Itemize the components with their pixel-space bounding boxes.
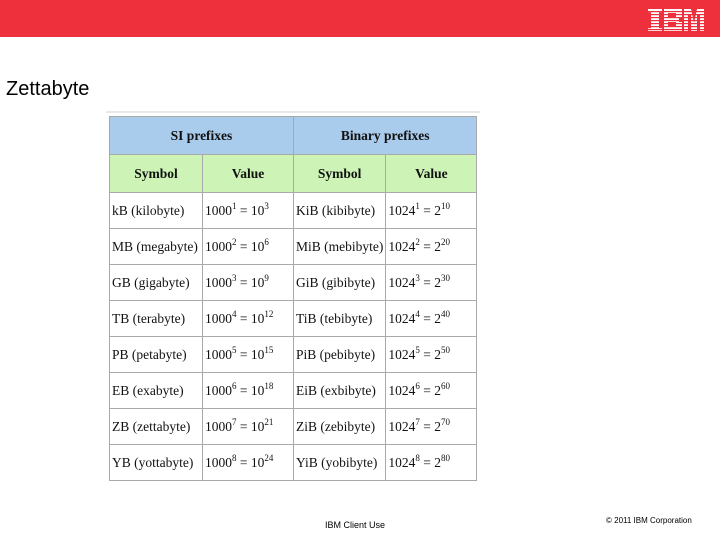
binary-exponent: 7 [415,416,420,427]
binary-power: 30 [441,272,450,283]
binary-symbol-text: KiB (kibibyte) [296,202,376,218]
binary-equals: = 2 [419,418,441,434]
binary-exponent: 5 [415,344,420,355]
si-equals: = 10 [236,310,265,326]
binary-symbol-header: Symbol [294,155,386,193]
si-base: 1000 [205,274,232,290]
si-equals: = 10 [236,202,265,218]
si-value-cell [203,229,294,265]
si-symbol-header: Symbol [110,155,203,193]
binary-symbol-text: MiB (mebibyte) [296,238,384,254]
binary-value-cell [386,229,477,265]
binary-equals: = 2 [419,454,441,470]
si-symbol-cell [110,265,203,301]
table-row [110,193,477,229]
si-equals: = 10 [236,418,265,434]
table-row [110,409,477,445]
binary-base: 1024 [388,346,416,362]
binary-value-cell [386,409,477,445]
si-equals: = 10 [236,274,265,290]
binary-symbol-cell [294,409,386,445]
si-exponent: 4 [232,308,237,319]
si-symbol-cell [110,229,203,265]
si-power: 21 [264,416,274,427]
si-power: 15 [264,344,274,355]
binary-power: 60 [441,380,450,391]
binary-exponent: 8 [415,452,420,463]
binary-value-cell [386,265,477,301]
si-symbol-cell [110,409,203,445]
si-equals: = 10 [236,238,265,254]
prefix-table-image [106,111,480,484]
binary-base: 1024 [388,274,416,290]
si-value-cell [203,409,294,445]
si-exponent: 7 [232,416,237,427]
table-row [110,445,477,481]
binary-exponent: 3 [415,272,420,283]
footer-copyright: © 2011 IBM Corporation [606,516,692,525]
binary-symbol-cell [294,193,386,229]
table-row [110,265,477,301]
binary-base: 1024 [388,202,416,218]
si-base: 1000 [205,202,232,218]
si-symbol-cell [110,193,203,229]
si-equals: = 10 [236,454,265,470]
si-symbol-cell [110,445,203,481]
si-symbol-text: TB (terabyte) [112,310,186,326]
si-exponent: 3 [232,272,237,283]
si-prefixes-header: SI prefixes [110,117,294,155]
binary-base: 1024 [388,382,416,398]
binary-exponent: 4 [415,308,420,319]
binary-symbol-text: YiB (yobibyte) [296,454,378,470]
binary-base: 1024 [388,310,416,326]
si-symbol-text: GB (gigabyte) [112,274,190,290]
binary-value-cell [386,193,477,229]
binary-symbol-cell [294,229,386,265]
si-power: 9 [264,272,269,283]
binary-power: 40 [441,308,450,319]
binary-equals: = 2 [419,382,441,398]
table-row [110,301,477,337]
binary-base: 1024 [388,238,416,254]
page-title: Zettabyte [6,78,90,100]
si-equals: = 10 [236,382,265,398]
footer-classification: IBM Client Use [325,520,386,530]
binary-symbol-cell [294,445,386,481]
binary-equals: = 2 [419,274,441,290]
si-symbol-cell [110,301,203,337]
si-base: 1000 [205,382,232,398]
si-value-cell [203,265,294,301]
binary-value-cell [386,445,477,481]
table-row [110,373,477,409]
binary-equals: = 2 [419,310,441,326]
si-value-cell [203,301,294,337]
si-power: 12 [264,308,274,319]
binary-equals: = 2 [419,346,441,362]
column-header-row [110,155,477,193]
si-base: 1000 [205,310,232,326]
table-row [110,229,477,265]
si-base: 1000 [205,238,232,254]
si-symbol-cell [110,373,203,409]
group-header-row [110,117,477,155]
si-base: 1000 [205,418,232,434]
si-base: 1000 [205,454,232,470]
binary-base: 1024 [388,418,416,434]
binary-value-header: Value [386,155,477,193]
binary-base: 1024 [388,454,416,470]
si-exponent: 5 [232,344,237,355]
table-row [110,337,477,373]
si-value-cell [203,193,294,229]
si-exponent: 2 [232,236,237,247]
prefix-table [109,116,477,481]
binary-symbol-cell [294,301,386,337]
binary-power: 80 [441,452,450,463]
si-equals: = 10 [236,346,265,362]
binary-power: 10 [441,200,450,211]
si-exponent: 1 [232,200,237,211]
si-power: 18 [264,380,274,391]
binary-exponent: 6 [415,380,420,391]
binary-exponent: 2 [415,236,420,247]
si-symbol-text: kB (kilobyte) [112,202,185,218]
binary-value-cell [386,337,477,373]
binary-symbol-text: ZiB (zebibyte) [296,418,376,434]
si-value-cell [203,445,294,481]
si-symbol-cell [110,337,203,373]
si-symbol-text: ZB (zettabyte) [112,418,191,434]
binary-prefixes-header: Binary prefixes [294,117,477,155]
binary-value-cell [386,301,477,337]
si-value-header: Value [203,155,294,193]
binary-equals: = 2 [419,202,441,218]
si-power: 6 [264,236,269,247]
si-symbol-text: PB (petabyte) [112,346,187,362]
si-symbol-text: MB (megabyte) [112,238,198,254]
binary-power: 50 [441,344,450,355]
si-value-cell [203,373,294,409]
binary-symbol-text: TiB (tebibyte) [296,310,373,326]
si-exponent: 8 [232,452,237,463]
binary-exponent: 1 [415,200,420,211]
binary-symbol-cell [294,337,386,373]
si-symbol-text: EB (exabyte) [112,382,184,398]
binary-symbol-text: GiB (gibibyte) [296,274,376,290]
ibm-logo [648,9,704,31]
binary-symbol-text: EiB (exbibyte) [296,382,376,398]
binary-equals: = 2 [419,238,441,254]
binary-power: 70 [441,416,450,427]
binary-symbol-cell [294,373,386,409]
header-bar [0,0,720,37]
binary-symbol-text: PiB (pebibyte) [296,346,376,362]
binary-power: 20 [441,236,450,247]
si-exponent: 6 [232,380,237,391]
si-value-cell [203,337,294,373]
si-base: 1000 [205,346,232,362]
si-power: 24 [264,452,274,463]
binary-value-cell [386,373,477,409]
si-symbol-text: YB (yottabyte) [112,454,194,470]
si-power: 3 [264,200,269,211]
binary-symbol-cell [294,265,386,301]
